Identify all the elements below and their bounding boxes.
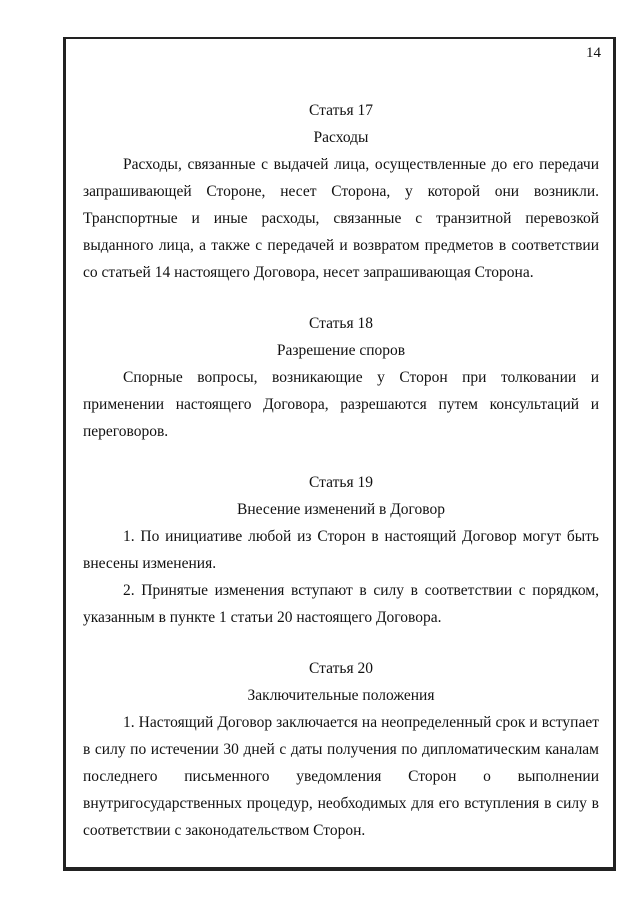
page-number: 14 xyxy=(586,45,601,61)
article-20 xyxy=(83,655,599,844)
page-border xyxy=(63,37,616,871)
article-paragraph: 2. Принятые изменения вступают в силу в соответствии с порядком, указанным в пункте 1 статьи 20 настоящего Договора. xyxy=(83,582,599,626)
article-title: Разрешение споров xyxy=(276,342,406,359)
article-number: Статья 19 xyxy=(309,474,373,491)
article-paragraph: 1. Настоящий Договор заключается на неопределенный срок и вступает в силу по истечении 30 дней с даты получения по дипломатическим каналам последнего письменного уведомления Сторон о выполнении внутригосударственных процедур, необходимых для его вступления в силу в соответствии с законодательством Сторон. xyxy=(83,714,599,839)
document-body xyxy=(83,97,599,868)
article-title: Внесение изменений в Договор xyxy=(237,501,445,518)
article-paragraph: Спорные вопросы, возникающие у Сторон при толковании и применении настоящего Договора, разрешаются путем консультаций и переговоров. xyxy=(83,369,599,440)
article-number: Статья 17 xyxy=(309,102,373,119)
article-19 xyxy=(83,469,599,631)
article-18 xyxy=(83,310,599,445)
article-title: Расходы xyxy=(313,129,369,146)
article-17 xyxy=(83,97,599,286)
article-title: Заключительные положения xyxy=(247,687,435,704)
article-number: Статья 20 xyxy=(309,660,373,677)
article-number: Статья 18 xyxy=(309,315,373,332)
article-paragraph: 1. По инициативе любой из Сторон в настоящий Договор могут быть внесены изменения. xyxy=(83,528,599,572)
article-paragraph: Расходы, связанные с выдачей лица, осуществленные до его передачи запрашивающей Стороне, несет Сторона, у которой они возникли. Транспортные и иные расходы, связанные с транзитной перевозкой выданного лица, а также с передачей и возвратом предметов в соответствии со статьей 14 настоящего Договора, несет запрашивающая Сторона. xyxy=(83,156,599,281)
